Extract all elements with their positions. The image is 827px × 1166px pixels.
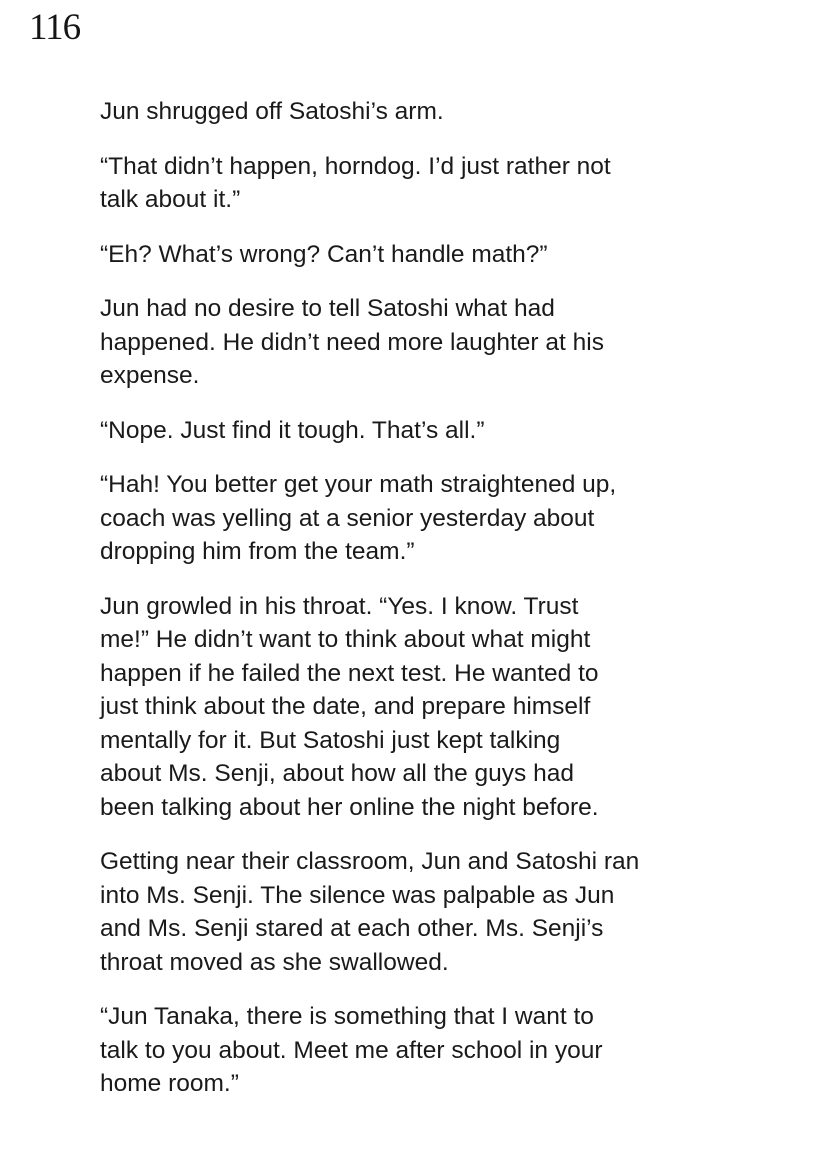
paragraph [100,468,750,569]
paragraph [100,150,750,217]
text-line: been talking about her online the night before. [100,793,599,821]
text-line: talk about it.” [100,186,241,213]
text-line: “Eh? What’s wrong? Can’t handle math?” [100,240,548,268]
text-line: home room.” [100,1070,239,1097]
text-line: about Ms. Senji, about how all the guys had [100,760,574,787]
text-line: me!” He didn’t want to think about what might [100,626,591,653]
paragraph [100,414,750,448]
text-line: “Hah! You better get your math straightened up, [100,471,617,498]
paragraph [100,238,750,272]
paragraph [100,95,750,129]
body-text [100,95,750,1122]
text-line: into Ms. Senji. The silence was palpable as Jun [100,881,615,909]
text-line: happened. He didn’t need more laughter at his [100,328,604,356]
text-line: expense. [100,362,200,389]
text-line: “Nope. Just find it tough. That’s all.” [100,416,485,444]
text-line: talk to you about. Meet me after school in your [100,1036,603,1064]
text-line: Jun shrugged off Satoshi’s arm. [100,98,444,125]
paragraph [100,292,750,393]
text-line: just think about the date, and prepare himself [100,693,591,720]
text-line: happen if he failed the next test. He wanted to [100,659,599,687]
text-line: mentally for it. But Satoshi just kept talking [100,726,561,754]
text-line: Jun had no desire to tell Satoshi what had [100,295,555,322]
text-line: and Ms. Senji stared at each other. Ms. Senji’s [100,915,604,942]
text-line: coach was yelling at a senior yesterday about [100,504,595,532]
text-line: dropping him from the team.” [100,538,415,565]
text-line: “That didn’t happen, horndog. I’d just rather not [100,152,611,180]
text-line: Getting near their classroom, Jun and Satoshi ran [100,848,640,875]
paragraph [100,845,750,979]
text-line: throat moved as she swallowed. [100,948,449,976]
page-number: 116 [29,7,81,48]
paragraph [100,590,750,825]
text-line: Jun growled in his throat. “Yes. I know. Trust [100,592,579,620]
text-line: “Jun Tanaka, there is something that I want to [100,1003,594,1030]
paragraph [100,1000,750,1101]
